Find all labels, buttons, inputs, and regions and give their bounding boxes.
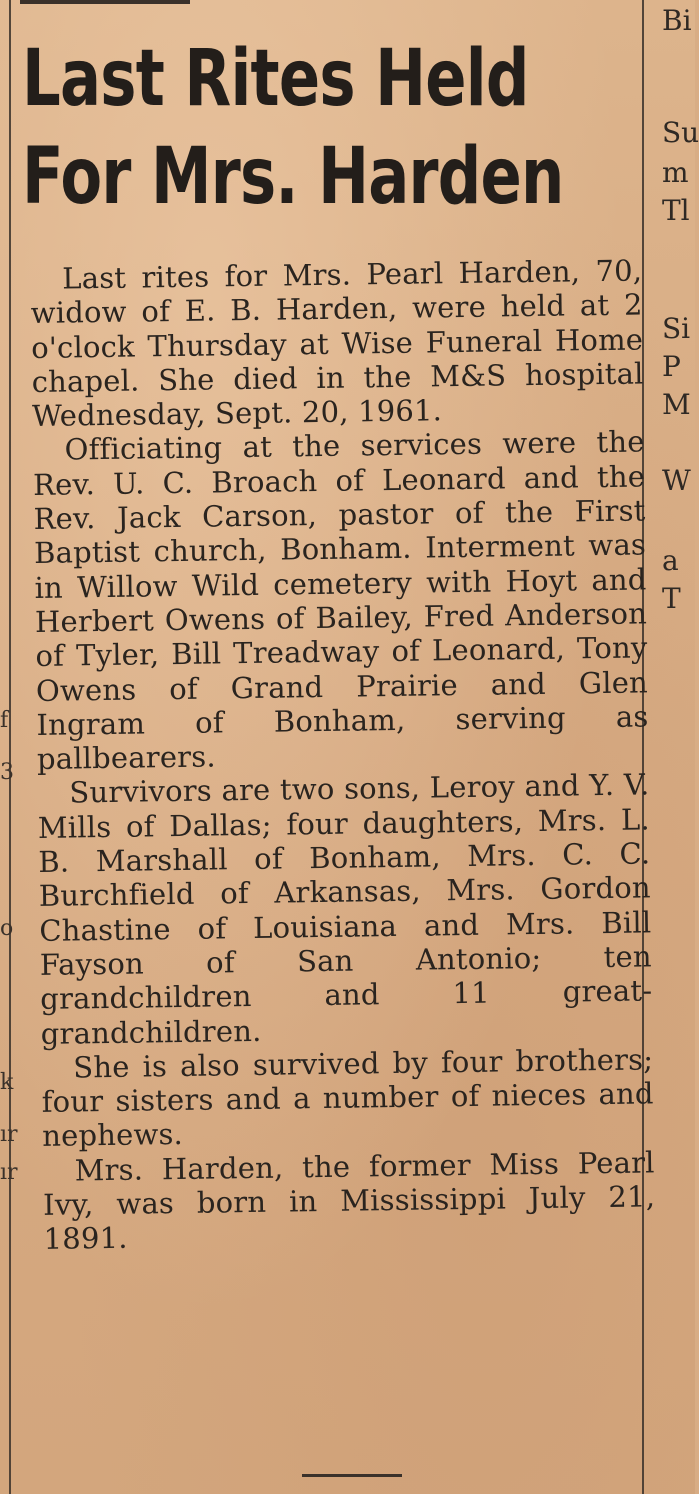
right-fragment-text: W <box>662 464 691 497</box>
right-fragment-text: Bi <box>662 4 692 37</box>
left-fragment-text: f <box>0 708 9 733</box>
right-fragment-text: Su <box>662 116 699 149</box>
headline <box>22 30 564 226</box>
headline-line-2: For Mrs. Harden <box>22 132 564 222</box>
right-adjacent-column-fragment <box>646 0 699 1494</box>
left-fragment-text: k <box>0 1070 14 1095</box>
article-body <box>30 253 656 1256</box>
top-rule <box>20 0 190 4</box>
article-paragraph: She is also survived by four brothers; four sisters and a number of nieces and nephews. <box>41 1042 654 1154</box>
article-paragraph: Survivors are two sons, Leroy and Y. V. Mills of Dallas; four daughters, Mrs. L. B. Marshall of Bonham, Mrs. C. C. Burchfield of Arkansas, Mrs. Gordon Chastine of Louisiana and Mrs. Bill Fayson of San Antonio; ten grandchildren and 11 great-grandchildren. <box>37 767 653 1051</box>
left-fragment-text: 3 <box>0 760 14 785</box>
left-column-rule <box>9 0 11 1494</box>
right-fragment-text: a <box>662 544 679 577</box>
left-fragment-text: ır <box>0 1160 18 1185</box>
left-fragment-text: ır <box>0 1122 18 1147</box>
left-adjacent-column-fragment <box>0 0 18 1494</box>
end-of-article-rule <box>302 1474 402 1477</box>
right-fragment-text: Tl <box>662 194 690 227</box>
right-fragment-text: P <box>662 350 681 383</box>
headline-line-1: Last Rites Held <box>22 34 529 124</box>
right-fragment-text: Si <box>662 312 691 345</box>
right-fragment-text: T <box>662 582 681 615</box>
right-fragment-text: M <box>662 388 691 421</box>
article-paragraph: Last rites for Mrs. Pearl Harden, 70, widow of E. B. Harden, were held at 2 o'clock Thursday at Wise Funeral Home chapel. She died in the M&S hospital Wednesday, Sept. 20, 1961. <box>30 253 644 434</box>
article-paragraph: Officiating at the services were the Rev. U. C. Broach of Leonard and the Rev. Jack Carson, pastor of the First Baptist church, Bonham. Interment was in Willow Wild cemetery with Hoyt and Herbert Owens of Bailey, Fred Anderson of Tyler, Bill Treadway of Leonard, Tony Owens of Grand Prairie and Glen Ingram of Bonham, serving as pallbearers. <box>32 424 649 777</box>
article-paragraph: Mrs. Harden, the former Miss Pearl Ivy, was born in Mississippi July 21, 1891. <box>42 1145 656 1257</box>
right-fragment-text: m <box>662 156 689 189</box>
left-fragment-text: o <box>0 916 14 941</box>
